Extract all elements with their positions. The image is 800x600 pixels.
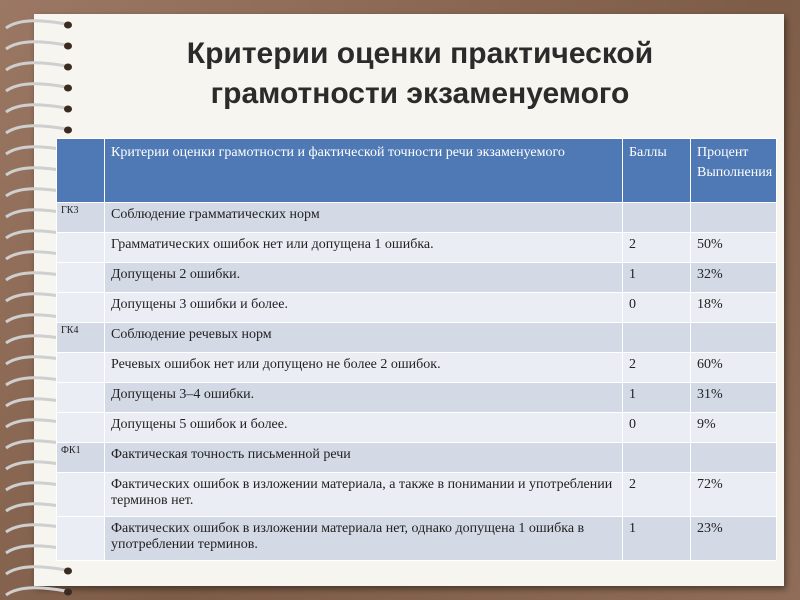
row-percent: 18% — [691, 293, 777, 323]
table-row — [57, 473, 777, 517]
spiral-coil — [6, 84, 66, 91]
row-percent: 23% — [691, 517, 777, 561]
row-text: Фактических ошибок в изложении материала нет, однако допущена 1 ошибка в употреблении терминов. — [105, 517, 623, 561]
binding-hole — [64, 127, 72, 134]
binding-hole — [64, 568, 72, 575]
row-code — [57, 233, 105, 263]
binding-hole — [64, 43, 72, 50]
spiral-coil — [6, 126, 66, 133]
spiral-coil — [6, 567, 66, 574]
header-code — [57, 139, 105, 203]
row-percent: 9% — [691, 413, 777, 443]
binding-hole — [64, 589, 72, 596]
table-row — [57, 263, 777, 293]
spiral-coil — [6, 63, 66, 70]
slide-title — [120, 34, 720, 114]
row-percent — [691, 443, 777, 473]
spiral-coil — [6, 588, 66, 595]
row-percent: 31% — [691, 383, 777, 413]
row-code — [57, 517, 105, 561]
row-points — [623, 323, 691, 353]
row-text: Допущены 2 ошибки. — [105, 263, 623, 293]
table-header-row — [57, 139, 777, 203]
row-text: Допущены 3 ошибки и более. — [105, 293, 623, 323]
header-points: Баллы — [623, 139, 691, 203]
table-row — [57, 353, 777, 383]
binding-hole — [64, 64, 72, 71]
row-points — [623, 203, 691, 233]
table-row — [57, 443, 777, 473]
binding-hole — [64, 22, 72, 29]
row-points: 1 — [623, 263, 691, 293]
row-points: 2 — [623, 233, 691, 263]
spiral-coil — [6, 105, 66, 112]
row-code — [57, 413, 105, 443]
row-text: Речевых ошибок нет или допущено не более 2 ошибок. — [105, 353, 623, 383]
spiral-coil — [6, 42, 66, 49]
row-points: 1 — [623, 383, 691, 413]
title-line-1: Критерии оценки практической — [186, 37, 654, 70]
row-percent: 72% — [691, 473, 777, 517]
title-line-2: грамотности экзаменуемого — [210, 77, 630, 110]
table-row — [57, 323, 777, 353]
row-text: Грамматических ошибок нет или допущена 1 ошибка. — [105, 233, 623, 263]
header-percent: Процент Выполнения — [691, 139, 777, 203]
row-points: 2 — [623, 473, 691, 517]
row-text: Соблюдение грамматических норм — [105, 203, 623, 233]
row-code — [57, 473, 105, 517]
table-row — [57, 233, 777, 263]
row-percent — [691, 323, 777, 353]
binding-hole — [64, 106, 72, 113]
row-text: Соблюдение речевых норм — [105, 323, 623, 353]
row-code — [57, 383, 105, 413]
spiral-coil — [6, 21, 66, 28]
row-text: Фактических ошибок в изложении материала, а также в понимании и употреблении терминов нет. — [105, 473, 623, 517]
row-points: 1 — [623, 517, 691, 561]
binding-hole — [64, 85, 72, 92]
row-text: Фактическая точность письменной речи — [105, 443, 623, 473]
header-criterion: Критерии оценки грамотности и фактической точности речи экзаменуемого — [105, 139, 623, 203]
row-points: 0 — [623, 413, 691, 443]
table-row — [57, 203, 777, 233]
table-row — [57, 293, 777, 323]
row-percent: 32% — [691, 263, 777, 293]
row-code — [57, 263, 105, 293]
row-text: Допущены 5 ошибок и более. — [105, 413, 623, 443]
criteria-table — [56, 138, 777, 561]
row-code: ГК4 — [57, 323, 105, 353]
row-points: 0 — [623, 293, 691, 323]
row-percent: 60% — [691, 353, 777, 383]
table-row — [57, 413, 777, 443]
row-code: ФК1 — [57, 443, 105, 473]
row-percent: 50% — [691, 233, 777, 263]
row-text: Допущены 3–4 ошибки. — [105, 383, 623, 413]
row-points — [623, 443, 691, 473]
row-percent — [691, 203, 777, 233]
row-code: ГК3 — [57, 203, 105, 233]
table-row — [57, 517, 777, 561]
row-code — [57, 353, 105, 383]
table-row — [57, 383, 777, 413]
row-points: 2 — [623, 353, 691, 383]
row-code — [57, 293, 105, 323]
